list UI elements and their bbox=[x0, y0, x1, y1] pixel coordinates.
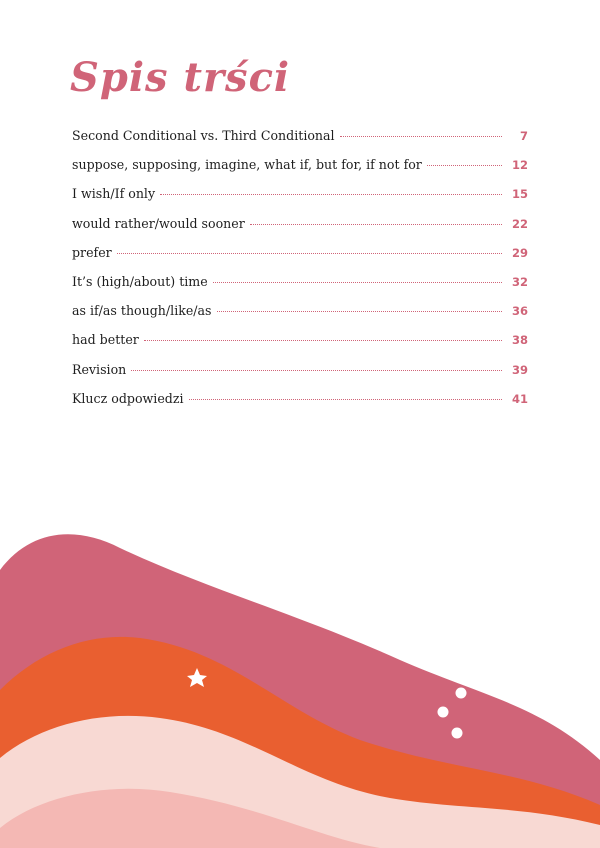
dot-leader bbox=[131, 370, 502, 371]
toc-entry[interactable] bbox=[72, 274, 528, 303]
toc-entry-page: 36 bbox=[511, 304, 528, 319]
toc-entry-page: 39 bbox=[511, 362, 528, 377]
toc-entry-label: I wish/If only bbox=[72, 186, 156, 202]
dot-leader bbox=[117, 253, 502, 254]
toc-entry-label: It’s (high/about) time bbox=[72, 273, 208, 289]
toc-entry-page: 12 bbox=[511, 158, 528, 173]
dot-icon bbox=[456, 688, 467, 699]
toc-entry-label: had better bbox=[72, 332, 139, 348]
toc-entry-label: Second Conditional vs. Third Conditional bbox=[72, 128, 335, 143]
toc-entry[interactable] bbox=[72, 362, 528, 391]
table-of-contents bbox=[72, 128, 528, 420]
dot-leader bbox=[213, 282, 502, 283]
toc-entry-label: as if/as though/like/as bbox=[72, 303, 212, 319]
toc-entry-page: 22 bbox=[511, 216, 528, 231]
toc-entry[interactable] bbox=[72, 391, 528, 420]
dot-leader bbox=[160, 194, 502, 195]
toc-entry-label: would rather/would sooner bbox=[72, 215, 245, 231]
toc-entry-page: 29 bbox=[511, 245, 528, 260]
toc-entry[interactable] bbox=[72, 245, 528, 274]
toc-entry[interactable] bbox=[72, 186, 528, 215]
dot-leader bbox=[427, 165, 502, 166]
dot-icon bbox=[438, 707, 449, 718]
toc-entry[interactable] bbox=[72, 216, 528, 245]
toc-entry[interactable] bbox=[72, 157, 528, 186]
toc-entry-label: prefer bbox=[72, 244, 112, 260]
toc-entry-page: 15 bbox=[511, 187, 528, 202]
dot-leader bbox=[340, 136, 502, 137]
dot-leader bbox=[189, 399, 502, 400]
dot-leader bbox=[250, 224, 502, 225]
page-title: Spis trści bbox=[70, 54, 291, 101]
decorative-waves bbox=[0, 520, 600, 848]
toc-entry-page: 32 bbox=[511, 274, 528, 289]
dot-icon bbox=[452, 728, 463, 739]
toc-entry-page: 38 bbox=[511, 333, 528, 348]
toc-entry-page: 7 bbox=[519, 129, 528, 143]
toc-entry-label: Klucz odpowiedzi bbox=[72, 390, 184, 406]
toc-entry[interactable] bbox=[72, 128, 528, 157]
toc-entry-page: 41 bbox=[511, 391, 528, 406]
toc-entry-label: suppose, supposing, imagine, what if, but for, if not for bbox=[72, 157, 422, 173]
toc-entry[interactable] bbox=[72, 332, 528, 361]
dot-leader bbox=[217, 311, 502, 312]
toc-entry-label: Revision bbox=[72, 361, 127, 377]
dot-leader bbox=[144, 340, 502, 341]
toc-entry[interactable] bbox=[72, 303, 528, 332]
